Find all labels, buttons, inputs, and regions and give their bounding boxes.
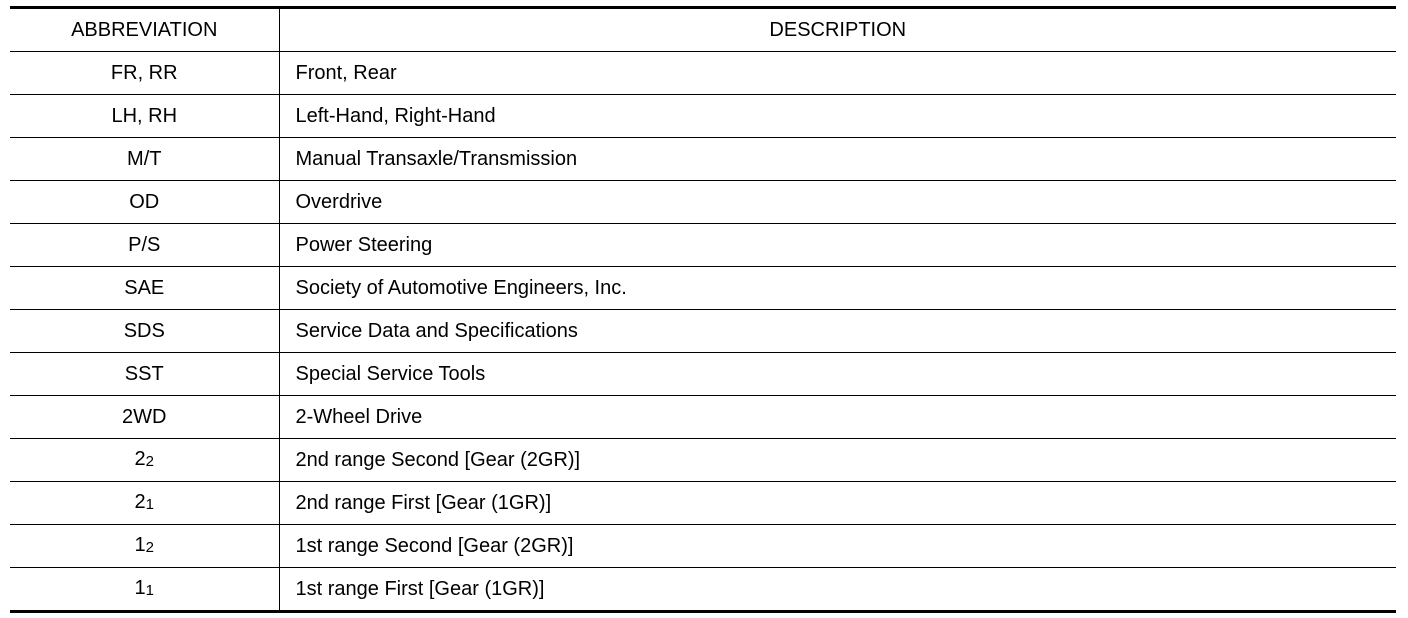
table-row [10, 267, 1396, 310]
description-column-header: DESCRIPTION [279, 8, 1396, 52]
table-header-row [10, 8, 1396, 52]
abbreviation-cell: P/S [10, 224, 279, 267]
description-cell: Front, Rear [279, 52, 1396, 95]
abbreviation-cell: LH, RH [10, 95, 279, 138]
abbreviation-cell [10, 482, 279, 525]
description-cell: Service Data and Specifications [279, 310, 1396, 353]
description-cell: Overdrive [279, 181, 1396, 224]
abbreviation-cell: SDS [10, 310, 279, 353]
abbreviation-cell: SAE [10, 267, 279, 310]
table-row [10, 396, 1396, 439]
abbreviation-main: 2 [134, 448, 146, 470]
abbreviation-subscript: 2 [145, 453, 154, 470]
abbreviation-main: 1 [134, 534, 146, 556]
abbreviation-cell [10, 439, 279, 482]
abbreviation-cell: SST [10, 353, 279, 396]
abbreviation-column-header: ABBREVIATION [10, 8, 279, 52]
table-row [10, 138, 1396, 181]
table-row [10, 52, 1396, 95]
table-row [10, 439, 1396, 482]
table-row [10, 525, 1396, 568]
abbreviation-main: 2 [134, 491, 146, 513]
table-row [10, 310, 1396, 353]
description-cell: 2nd range First [Gear (1GR)] [279, 482, 1396, 525]
table-row [10, 353, 1396, 396]
abbreviation-cell: M/T [10, 138, 279, 181]
abbreviation-subscript: 2 [145, 539, 154, 556]
description-cell: Manual Transaxle/Transmission [279, 138, 1396, 181]
description-cell: 2nd range Second [Gear (2GR)] [279, 439, 1396, 482]
abbreviation-cell: OD [10, 181, 279, 224]
table-row [10, 95, 1396, 138]
description-cell: 1st range Second [Gear (2GR)] [279, 525, 1396, 568]
description-cell: 1st range First [Gear (1GR)] [295, 578, 545, 600]
description-cell: Society of Automotive Engineers, Inc. [279, 267, 1396, 310]
description-cell: 2-Wheel Drive [279, 396, 1396, 439]
abbreviation-cell: FR, RR [10, 52, 279, 95]
description-cell: Special Service Tools [279, 353, 1396, 396]
table-row [10, 482, 1396, 525]
abbreviation-subscript: 1 [145, 496, 154, 513]
description-cell: Left-Hand, Right-Hand [279, 95, 1396, 138]
abbreviation-table [10, 6, 1396, 613]
abbreviation-cell [10, 525, 279, 568]
description-cell: Power Steering [279, 224, 1396, 267]
table-row [10, 568, 1396, 612]
table-row [10, 181, 1396, 224]
abbreviation-main: 1 [134, 577, 146, 599]
abbreviation-cell: 2WD [10, 396, 279, 439]
abbreviation-cell [10, 568, 279, 612]
table-row [10, 224, 1396, 267]
abbreviation-subscript: 1 [145, 582, 154, 599]
